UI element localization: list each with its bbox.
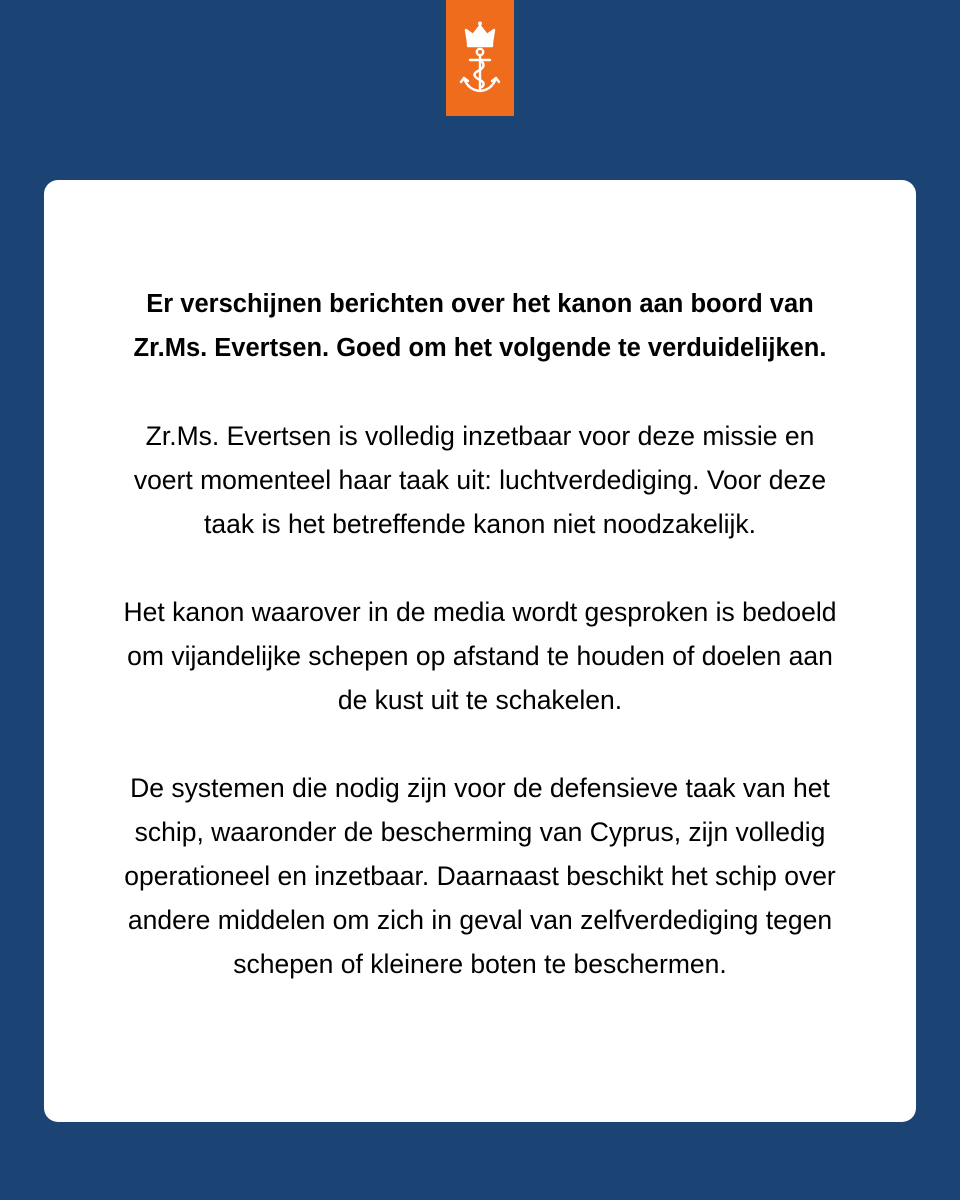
statement-card <box>44 180 916 1122</box>
paragraph-defensive-systems <box>104 766 856 986</box>
paragraph-line: voert momenteel haar taak uit: luchtverdediging. Voor deze <box>133 465 827 495</box>
navy-emblem-tab <box>446 0 514 116</box>
paragraph-line: de kust uit te schakelen. <box>337 685 623 715</box>
headline-line: Er verschijnen berichten over het kanon aan boord van <box>146 290 814 318</box>
paragraph-line: Zr.Ms. Evertsen is volledig inzetbaar voor deze missie en <box>145 421 815 451</box>
paragraph-line: Het kanon waarover in de media wordt gesproken is bedoeld <box>123 597 837 627</box>
statement-headline <box>104 282 856 370</box>
paragraph-line: schepen of kleinere boten te beschermen. <box>233 949 727 979</box>
paragraph-line: andere middelen om zich in geval van zelfverdediging tegen <box>127 905 833 935</box>
headline-line: Zr.Ms. Evertsen. Goed om het volgende te verduidelijken. <box>133 334 827 362</box>
paragraph-line: schip, waaronder de bescherming van Cyprus, zijn volledig <box>134 817 826 847</box>
paragraph-line: operationeel en inzetbaar. Daarnaast beschikt het schip over <box>124 861 836 891</box>
paragraph-line: De systemen die nodig zijn voor de defensieve taak van het <box>130 773 830 803</box>
paragraph-line: taak is het betreffende kanon niet noodzakelijk. <box>204 509 756 539</box>
paragraph-line: om vijandelijke schepen op afstand te houden of doelen aan <box>127 641 833 671</box>
paragraph-mission-readiness <box>104 414 856 546</box>
paragraph-gun-purpose <box>104 590 856 722</box>
crowned-anchor-icon <box>458 20 502 96</box>
